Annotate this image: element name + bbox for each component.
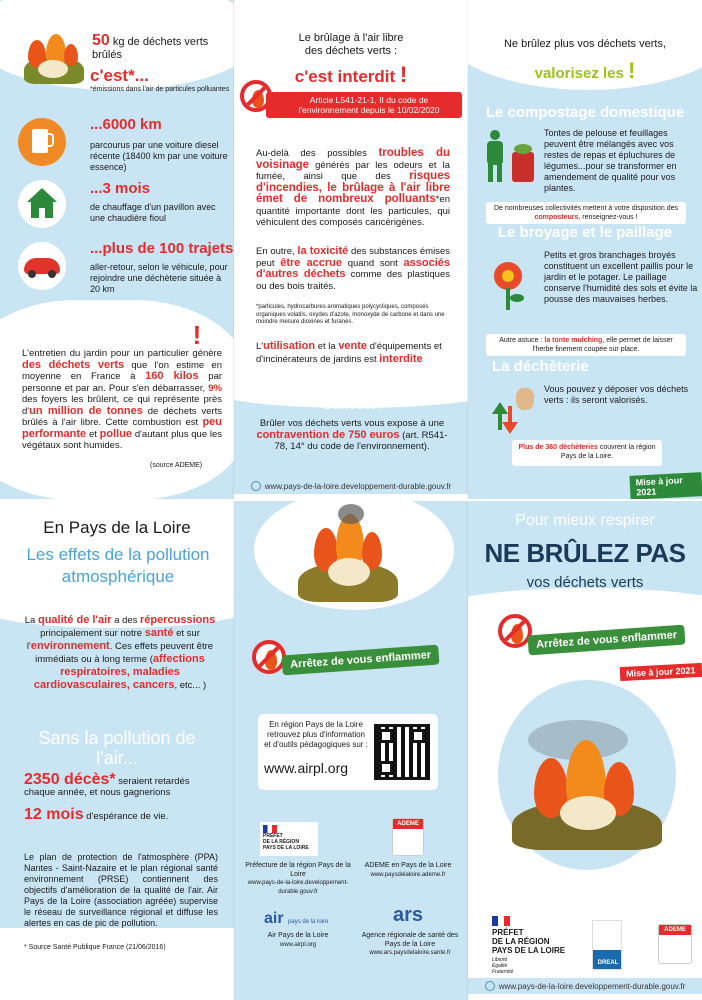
qualite-f: , etc... ): [174, 680, 207, 691]
panel-interdit: [234, 0, 468, 500]
cest-text: c'est: [90, 66, 129, 85]
para2-red-1: la toxicité: [297, 245, 349, 257]
qualite-red-1: qualité de l'air: [37, 614, 112, 626]
p3-title: Ne brûlez plus vos déchets verts,: [503, 38, 667, 50]
maj-bottom-text: Mise à jour 2021: [620, 663, 702, 681]
stat3-value: ...plus de 100 trajets: [90, 240, 234, 257]
page-divider: [0, 499, 702, 501]
broyage-title: Le broyage et le paillage: [497, 224, 673, 241]
footer-contacts-bar: [234, 974, 468, 990]
burning-pile-illustration-2: [298, 508, 398, 608]
maj-badge-top: [630, 474, 702, 499]
cover-prefet-line2: DE LA RÉGION: [492, 937, 550, 946]
ne-brulez-pas: NE BRÛLEZ PAS: [484, 538, 686, 568]
sanction-red: contravention de 750 euros: [256, 428, 400, 441]
para3-red-2: vente: [338, 340, 368, 352]
ademe-caption: [358, 862, 458, 879]
para1-text-a: Au-delà des possibles: [256, 148, 367, 159]
prefet-logo-cover: [492, 916, 582, 980]
ademe-logo: [392, 818, 424, 856]
no-burning-icon-3: [498, 614, 532, 648]
para3-text-a: L': [256, 341, 264, 352]
mois-value: 12 mois: [24, 806, 84, 823]
house-icon: [18, 180, 66, 228]
para-toxicite: [256, 246, 450, 292]
decheterie-note-b: couvrent la région Pays de la Loire.: [560, 444, 656, 460]
kg-number: 50: [92, 32, 110, 49]
qualite-red-5: affections respiratoires, maladies cardiovasculaires, cancers: [33, 653, 205, 691]
para3-red-1: utilisation: [263, 340, 316, 352]
ppa-paragraph: Le plan de protection de l'atmosphère (PPA) Nantes - Saint-Nazaire et le plan régional santé environnement (PRSE) contiennent des objectifs d'amélioration de la qualité de l'air. Air Pays de la Loire (association agréée) supervise le réseau de surveillance régional et diffuse les alertes en cas de pic de pollution.: [24, 852, 218, 928]
qualite-red-4: environnement: [30, 640, 110, 652]
car-icon: [18, 242, 66, 290]
airpl-info-text: En région Pays de la Loire retrouvez plus d'information et d'outils pédagogiques sur :: [264, 720, 368, 749]
prefecture-caption-text: Préfecture de la région Pays de la Loire: [245, 862, 351, 878]
decheterie-note-red: Plus de 360 déchèteries: [518, 444, 598, 451]
compost-title: Le compostage domestique: [485, 104, 685, 121]
stat1-text: parcourus par une voiture diesel récente (18400 km par une voiture essence): [90, 140, 228, 172]
ars-caption: [358, 932, 462, 958]
sanction-text-a: Brûler vos déchets verts vous expose à une: [259, 418, 445, 429]
panel-valorisez: [468, 0, 702, 500]
ademe-logo-text: ADEME: [393, 819, 423, 829]
mois-text: d'espérance de vie.: [86, 811, 169, 822]
para2-red-2: être accrue: [280, 256, 342, 269]
cover-devise-1: Liberté: [492, 957, 508, 963]
region-title: En Pays de la Loire: [43, 518, 191, 537]
entretien-text-f: et: [88, 428, 97, 440]
prefecture-url[interactable]: www.pays-de-la-loire.developpement-durable.gouv.fr: [247, 880, 349, 895]
sanction-block: [234, 388, 468, 478]
burning-pile-cover-illustration: [498, 680, 676, 870]
entretien-text-g: d'autant plus que les végétaux sont humides.: [22, 428, 223, 451]
cest-label: c'est*...: [90, 66, 149, 85]
air-url[interactable]: www.airpl.org: [279, 941, 316, 948]
p2-title: [234, 32, 468, 58]
entretien-red-5: peu performante: [22, 416, 223, 440]
entretien-text-c: par personne et par an. Pour s'en débarrasser,: [22, 371, 223, 394]
footer-url-bottom[interactable]: [468, 978, 702, 994]
arretez-text-2: Arrêtez de vous enflammer: [281, 645, 439, 676]
prefet-logo-line2: DE LA RÉGION: [263, 839, 299, 845]
compost-note-a: De nombreuses collectivités mettent à votre disposition des: [493, 205, 679, 212]
fuel-pump-icon: [18, 118, 66, 166]
stat3-text: aller-retour, selon le véhicule, pour rejoindre une déchèterie située à 20 km: [90, 262, 228, 294]
broyage-text: Petits et gros branchages broyés constituent un excellent paillis pour le jardin et le potager. Le paillage conserve l'humidité des sols et évite la pousse des mauvaises herbes.: [544, 250, 698, 304]
prefet-logo-line3: PAYS DE LA LOIRE: [263, 845, 309, 851]
ars-caption-text: Agence régionale de santé des Pays de la Loire: [361, 932, 459, 948]
air-pdl-logo: [264, 910, 344, 932]
compost-note-b: , renseignez-vous !: [578, 214, 638, 221]
flower-icon: [486, 252, 536, 312]
astuce-a: Autre astuce :: [499, 337, 543, 344]
decheterie-title: La déchèterie: [492, 358, 589, 375]
mois-statement: [24, 806, 220, 824]
dreal-logo: [592, 920, 622, 970]
qualite-paragraph: [22, 614, 218, 692]
entretien-text-d: des foyers les brûlent, ce qui représente près d': [22, 394, 222, 417]
deces-statement: [24, 771, 220, 798]
airpl-box: [258, 714, 438, 790]
exclamation-icon: !: [180, 318, 214, 352]
ademe-cover-text: ADEME: [659, 925, 691, 935]
prefet-logo-line1: PRÉFET: [263, 833, 283, 839]
ars-logo: [384, 904, 432, 930]
burning-pile-illustration: [16, 34, 86, 84]
stat2-text: de chauffage d'un pavillon avec une chaudière fioul: [90, 202, 216, 223]
air-logo-text: air: [264, 910, 284, 927]
emission-note: *émissions dans l'air de particules polluantes: [90, 86, 230, 93]
footer-url-bottom-text[interactable]: www.pays-de-la-loire.developpement-durable.gouv.fr: [498, 981, 686, 991]
astuce-red: la tonte mulching: [544, 337, 603, 344]
qualite-red-3: santé: [144, 627, 174, 639]
footnote-particules: *particules, hydrocarbures aromatiques polycycliques, composés organiques volatils, oxydes d'azote, monoxyde de carbone et dans une moindre mesure dioxines et furanes.: [256, 304, 445, 325]
panel-contacts: [234, 500, 468, 1000]
footer-url-top[interactable]: [234, 478, 468, 494]
arretez-text-3: Arrêtez de vous enflammer: [527, 625, 685, 656]
entretien-red-4: un million de tonnes: [29, 404, 143, 417]
entretien-red-6: pollue: [99, 427, 133, 440]
decheterie-note: [512, 440, 662, 466]
arretez-banner-2: [282, 650, 439, 670]
kg-text: kg de déchets verts brûlés: [92, 36, 209, 61]
para2-text-a: En outre,: [256, 246, 295, 257]
p2-title-line1: Le brûlage à l'air libre: [298, 32, 404, 44]
para3-text-b: et la: [317, 341, 336, 352]
para1-red-2: risques d'incendies, le brûlage à l'air libre émet de nombreux polluants: [256, 170, 451, 205]
qualite-red-2: répercussions: [140, 614, 216, 626]
vos-dechets-verts: vos déchets verts: [526, 574, 644, 591]
entretien-red-1: des déchets verts: [22, 358, 125, 371]
qualite-c: principalement sur notre: [40, 628, 143, 639]
valorisez-text: valorisez les: [534, 65, 624, 82]
para-utilisation: [256, 340, 456, 366]
cover-prefet-line3: PAYS DE LA LOIRE: [492, 946, 566, 955]
entretien-red-3: 9%: [208, 382, 222, 394]
p2-title-line2: des déchets verts :: [304, 45, 398, 57]
ademe-url[interactable]: www.paysdelaloire.ademe.fr: [370, 871, 446, 878]
para3-text-c: d'équipements et d'incinérateurs de jardins est: [256, 341, 442, 365]
globe-icon-2: [485, 981, 495, 991]
cover-devise-2: Égalité: [492, 963, 508, 969]
globe-icon: [251, 481, 261, 491]
para-risques: [256, 148, 450, 229]
arretez-banner-3: [528, 630, 685, 650]
deces-text: seraient retardés chaque année, et nous gagnerions: [24, 776, 190, 798]
prefecture-caption: [244, 862, 352, 896]
entretien-text-a: L'entretien du jardin pour un particulier génère: [22, 348, 222, 359]
airpl-link[interactable]: www.airpl.org: [264, 760, 349, 776]
entretien-source: (source ADEME): [150, 462, 203, 469]
para1-red-1: troubles du voisinage: [256, 147, 450, 171]
compost-note: [486, 202, 686, 224]
sanction-text-b: (art. R541-78, 14° du code de l'environnement).: [274, 429, 448, 452]
cover-prefet-line1: PRÉFET: [492, 928, 524, 937]
kg-statement: [92, 34, 232, 62]
entretien-text-b: que l'on estime en moyenne en France à: [22, 359, 223, 382]
sante-source: * Source Santé Publique France (21/06/2016): [24, 944, 166, 951]
interdit-label: c'est interdit !: [294, 62, 408, 87]
entretien-red-2: 160 kilos: [145, 370, 199, 382]
ars-logo-text: ars: [392, 904, 424, 926]
panel-pollution-effets: [0, 500, 234, 1000]
cover-devise-3: Fraternité: [492, 969, 514, 975]
deces-value: 2350 décès*: [24, 771, 116, 788]
ademe-logo-cover: [658, 924, 692, 964]
sanction-title: Sanction: [321, 396, 381, 413]
astuce-b: , elle permet de laisser l'herbe finement coupée sur place.: [532, 337, 673, 353]
para3-red-3: interdite: [379, 353, 423, 365]
compost-note-red: composteurs: [534, 214, 579, 221]
sanction-text: [254, 418, 450, 453]
interdit-text: c'est interdit: [294, 67, 396, 86]
sans-pollution-title: Sans la pollution de l'air...: [38, 728, 196, 768]
air-caption: [248, 932, 348, 949]
para1-text-c: *en quantité importante dont les particules, qui véhiculent des composés cancérigènes.: [256, 194, 450, 228]
stat1-value: ...6000 km: [90, 116, 162, 133]
panel-waste-stats: [0, 0, 234, 500]
recycle-arrows-icon: [486, 384, 538, 434]
dreal-logo-text: DREAL: [597, 960, 619, 966]
entretien-paragraph: [22, 348, 222, 452]
maj-badge-bottom: [620, 662, 702, 680]
valorisez-label: valorisez les !: [534, 58, 636, 83]
stat2-value: ...3 mois: [90, 180, 151, 197]
prefet-logo: [260, 822, 318, 856]
compost-person-icon: [484, 130, 538, 186]
decheterie-text: Vous pouvez y déposer vos déchets verts : ils seront valorisés.: [544, 384, 689, 405]
maj-top-text: Mise à jour 2021: [629, 472, 702, 500]
para2-text-d: comme des plastiques ou des bois traités.: [256, 269, 451, 292]
qualite-d: et sur l': [26, 628, 200, 652]
qr-code-icon: [374, 724, 430, 780]
astuce-note: [486, 334, 686, 356]
entretien-text-e: de déchets verts brûlés à l'air libre. Cette combustion est: [22, 405, 222, 428]
air-logo-sub: pays de la loire: [288, 919, 329, 925]
qualite-e: . Ces effets peuvent être immédiats ou à long terme (: [35, 641, 214, 665]
qualite-a: La: [24, 615, 36, 626]
para2-text-c: quand sont: [347, 257, 398, 269]
para2-text-b: des substances émises peut: [256, 246, 450, 269]
pour-mieux-respirer: Pour mieux respirer: [515, 512, 655, 529]
footer-url-top-text[interactable]: www.pays-de-la-loire.developpement-durable.gouv.fr: [264, 481, 452, 491]
para1-text-b: générés par les odeurs et la fumée, ainsi que des: [256, 159, 450, 182]
qualite-b: a des: [114, 615, 138, 626]
compost-text: Tontes de pelouse et feuillages peuvent être mélangés avec vos restes de repas et épluchures de légumes...pour se transformer en amendement de qualité pour vos plantes.: [544, 128, 677, 193]
ademe-caption-text: ADEME en Pays de la Loire: [364, 862, 452, 869]
air-caption-text: Air Pays de la Loire: [267, 932, 329, 939]
para2-red-3: associés d'autres déchets: [256, 256, 451, 280]
panel-cover: [468, 500, 702, 1000]
ars-url[interactable]: www.ars.paysdelaloire.sante.fr: [369, 950, 451, 956]
article-box: Article L541-21-1, II du code de l'environnement depuis le 10/02/2020: [266, 92, 462, 118]
effets-title: Les effets de la pollution atmosphérique: [26, 545, 210, 586]
leaflet-inside: [0, 500, 702, 1000]
